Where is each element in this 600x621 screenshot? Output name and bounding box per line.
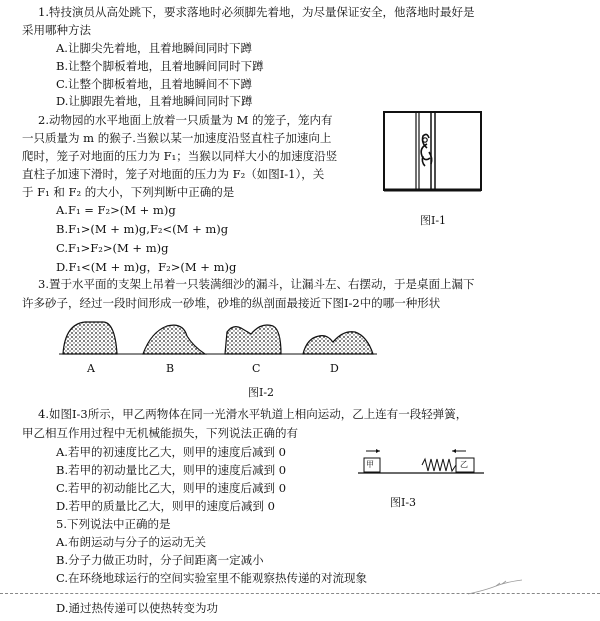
figure-3-caption: 图Ⅰ-3 (390, 496, 417, 509)
shape-label-a: A (87, 362, 95, 375)
shape-label-c: C (252, 362, 261, 375)
q2-stem-line1: 2.动物园的水平地面上放着一只质量为 M 的笼子，笼内有 (38, 113, 333, 127)
q4-stem-line2: 甲乙相互作用过程中无机械能损失，下列说法正确的有 (22, 426, 298, 440)
q1-option-a: A.让脚尖先着地，且着地瞬间同时下蹲 (56, 41, 252, 55)
page-break-line (0, 593, 600, 594)
q1-stem-line1: 1.特技演员从高处跳下，要求落地时必须脚先着地，为尽量保证安全，他落地时最好是 (38, 5, 475, 19)
page-break-mark (466, 576, 526, 600)
q2-stem-line5: 于 F₁ 和 F₂ 的大小，下列判断中正确的是 (22, 185, 235, 199)
q3-stem-line1: 3.置于水平面的支架上吊着一只装满细沙的漏斗，让漏斗左、右摆动，于是桌面上漏下 (38, 277, 475, 291)
q5-option-a: A.布朗运动与分子的运动无关 (56, 535, 206, 549)
cage-figure (383, 106, 493, 198)
q5-option-b: B.分子力做正功时，分子间距离一定减小 (56, 553, 264, 567)
q5-option-d: D.通过热传递可以使热转变为功 (56, 601, 218, 615)
q2-option-c: C.F₁>F₂>(M + m)g (56, 241, 169, 255)
q2-option-a: A.F₁ = F₂>(M + m)g (56, 203, 176, 217)
q4-option-d: D.若甲的质量比乙大，则甲的速度后减到 0 (56, 499, 275, 513)
q2-option-b: B.F₁>(M + m)g,F₂<(M + m)g (56, 222, 229, 236)
q2-stem-line4: 直柱子加速下滑时，笼子对地面的压力为 F₂（如图Ⅰ-1），关 (22, 167, 325, 181)
q1-option-b: B.让整个脚板着地，且着地瞬间同时下蹲 (56, 59, 264, 73)
block-b-label: 乙 (460, 460, 468, 469)
figure-2-caption: 图Ⅰ-2 (248, 386, 275, 399)
q5-stem: 5.下列说法中正确的是 (56, 517, 171, 531)
q4-stem-line1: 4.如图Ⅰ-3所示，甲乙两物体在同一光滑水平轨道上相向运动，乙上连有一段轻弹簧， (38, 407, 468, 421)
q5-option-c: C.在环绕地球运行的空间实验室里不能观察热传递的对流现象 (56, 571, 368, 585)
q4-option-a: A.若甲的初速度比乙大，则甲的速度后减到 0 (56, 445, 286, 459)
q2-stem-line3: 爬时，笼子对地面的压力为 F₁；当猴以同样大小的加速度沿竖 (22, 149, 338, 163)
q3-stem-line2: 许多砂子，经过一段时间形成一砂堆，砂堆的纵剖面最接近下图Ⅰ-2中的哪一种形状 (22, 296, 441, 310)
figure-1-caption: 图Ⅰ-1 (420, 214, 447, 227)
q1-stem-line2: 采用哪种方法 (22, 23, 91, 37)
block-a-label: 甲 (366, 460, 374, 469)
shape-label-d: D (330, 362, 339, 375)
q4-option-c: C.若甲的初动能比乙大，则甲的速度后减到 0 (56, 481, 287, 495)
q4-option-b: B.若甲的初动量比乙大，则甲的速度后减到 0 (56, 463, 287, 477)
q2-stem-line2: 一只质量为 m 的猴子.当猴以某一加速度沿竖直柱子加速向上 (22, 131, 332, 145)
q1-option-d: D.让脚跟先着地，且着地瞬间同时下蹲 (56, 94, 253, 108)
q2-option-d: D.F₁<(M + m)g，F₂>(M + m)g (56, 260, 237, 274)
q1-option-c: C.让整个脚板着地，且着地瞬间不下蹲 (56, 77, 253, 91)
shape-label-b: B (166, 362, 175, 375)
